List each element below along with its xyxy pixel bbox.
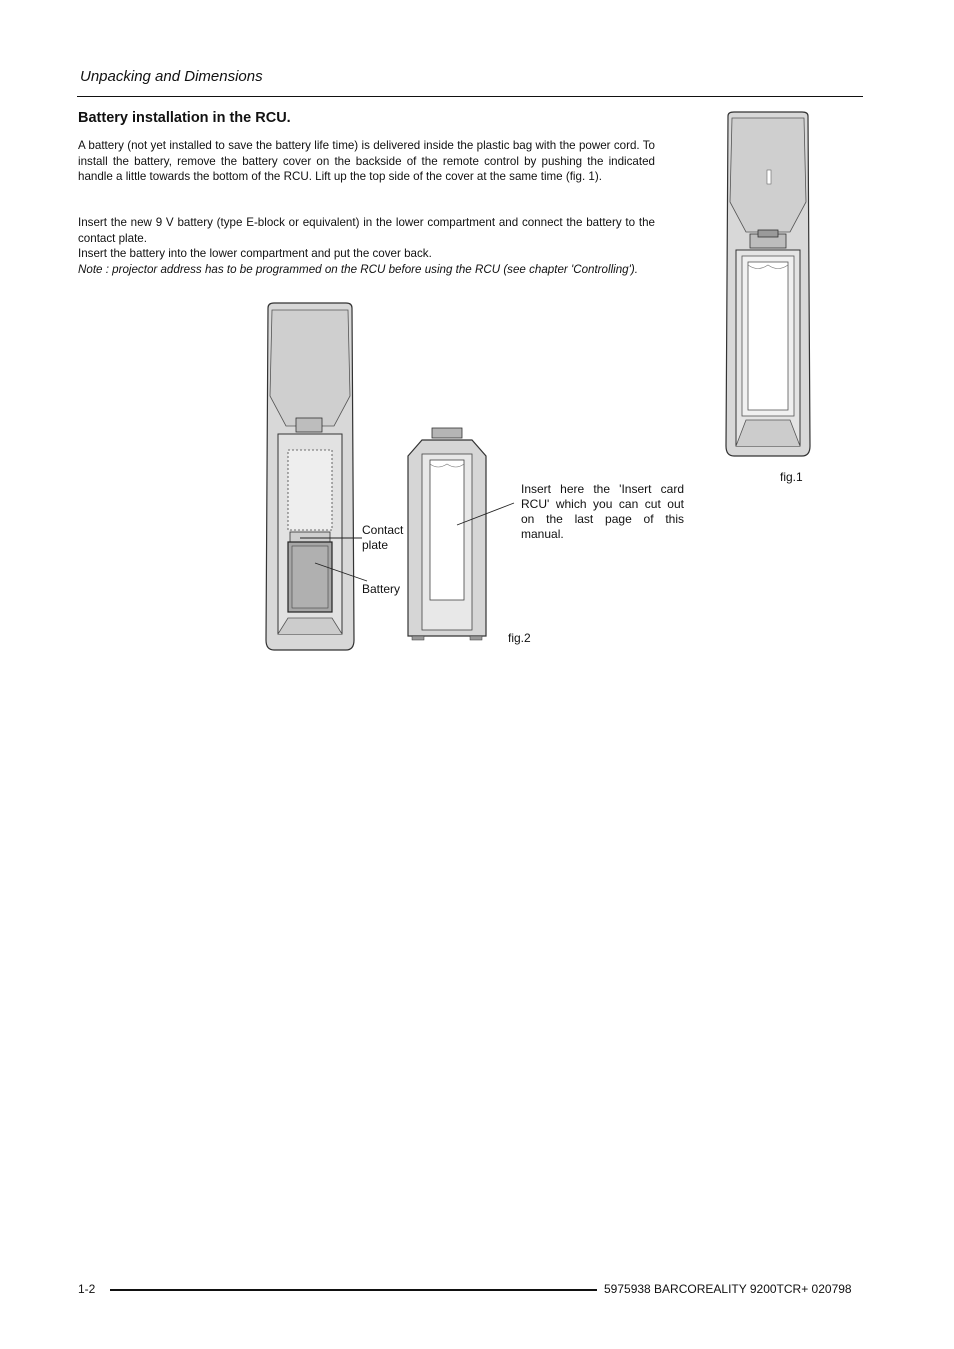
document-reference: 5975938 BARCOREALITY 9200TCR+ 020798	[604, 1282, 852, 1296]
running-header-title: Unpacking and Dimensions	[80, 68, 263, 85]
fig1-caption: fig.1	[780, 470, 803, 484]
note-projector-address: Note : projector address has to be programmed on the RCU before using the RCU (see chapter 'Controlling').	[78, 263, 638, 276]
paragraph-battery-delivery: A battery (not yet installed to save the battery life time) is delivered inside the plastic bag with the power cord. To install the battery, remove the battery cover on the backside of the remote control by pushing the indicated handle a little towards the bottom of the RCU. Lift up the top side of the cover at the same time (fig. 1).	[78, 139, 655, 184]
footer-rule	[110, 1289, 597, 1291]
insert-card-note: Insert here the 'Insert card RCU' which you can cut out on the last page of this manual.	[521, 482, 684, 541]
section-title: Battery installation in the RCU.	[78, 110, 291, 126]
fig2-caption: fig.2	[508, 631, 531, 645]
paragraph-put-cover-back: Insert the battery into the lower compartment and put the cover back.	[78, 247, 432, 260]
page-number: 1-2	[78, 1282, 96, 1296]
contact-plate-label: Contact plate	[362, 523, 404, 552]
paragraph-insert-battery: Insert the new 9 V battery (type E-block or equivalent) in the lower compartment and connect the battery to the contact plate.	[78, 216, 655, 245]
battery-label: Battery	[362, 582, 401, 596]
